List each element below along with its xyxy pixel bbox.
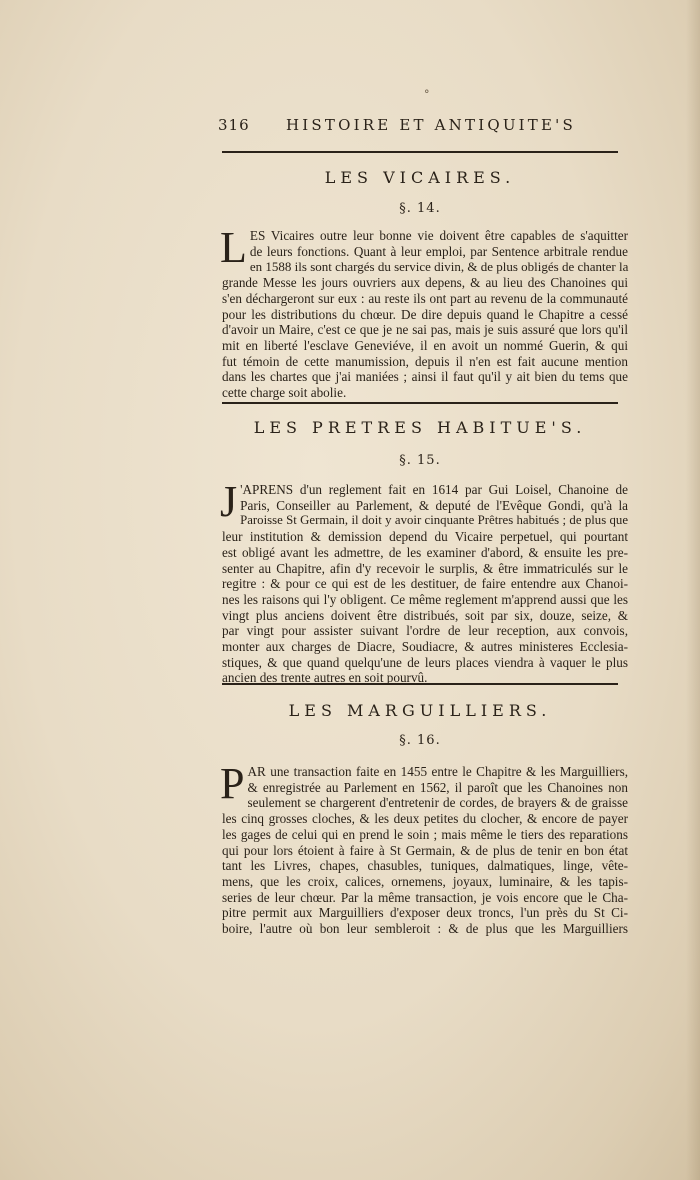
text-line: s'en déchargeront sur eux : au reste ils ont part au revenu de la communauté <box>222 290 628 306</box>
text-line: ES Vicaires outre leur bonne vie doivent être capables de s'aquitter <box>249 228 628 243</box>
section-body-marguilliers <box>220 759 628 937</box>
page-speck: ° <box>424 88 430 101</box>
text-line: mens, que les croix, calices, ornemens, joyaux, luminaire, & les tapis- <box>222 873 628 889</box>
text-line: stiques, & que quand quelqu'une de leurs places viendra à vaquer le plus <box>222 654 628 670</box>
text-line: mit en liberté l'esclave Geneviéve, il en avoit un nommé Guerin, & qui <box>222 337 628 353</box>
text-line: de leurs fonctions. Quant à leur emploi, par Sentence arbitrale rendue <box>249 243 628 259</box>
section-title-pretres-habitues: LES PRETRES HABITUE'S. <box>253 418 587 437</box>
text-line: dans les chartes que j'ai maniées ; ainsi il faut qu'il y ait bien du tems que <box>222 369 628 385</box>
text-line: boire, l'autre où bon leur sembleroit : & de plus que les Marguilliers <box>222 921 628 937</box>
text-line: en 1588 ils sont chargés du service divin, & de plus obligés de chanter la <box>249 259 629 275</box>
text-line: pitre permit aux Marguilliers d'exposer deux troncs, l'un près du St Ci- <box>222 905 628 921</box>
page-number: 316 <box>218 116 250 134</box>
text-line: leur institution & demission depend du Vicaire perpetuel, qui pourtant <box>222 529 628 545</box>
text-line: nes les raisons qui l'y obligent. Ce même reglement m'apprend aussi que les <box>222 591 628 607</box>
drop-cap: P <box>220 759 245 808</box>
text-line: par vingt pour assister suivant l'ordre de leur reception, aux convois, <box>222 623 628 639</box>
section-title-marguilliers: LES MARGUILLIERS. <box>288 701 552 720</box>
text-line: tant les Livres, chapes, chasubles, tuniques, dalmatiques, linge, vête- <box>222 858 628 874</box>
text-line: ancien des trente autres en soit pourvû. <box>222 670 428 686</box>
text-line: d'avoir un Maire, c'est ce que je ne sai pas, mais je suis assuré que lors qu'il <box>222 322 628 338</box>
text-line: grande Messe les jours ouvriers aux depens, & au lieu des Chanoines qui <box>222 275 628 291</box>
text-line: cette charge soit abolie. <box>222 385 347 401</box>
text-line: 'APRENS d'un reglement fait en 1614 par Gui Loisel, Chanoine de <box>240 482 628 497</box>
text-line: pour les distributions du chœur. De dire depuis quand le Chapitre a cessé <box>222 306 628 322</box>
text-line: les cinq grosses cloches, & les deux petites du clocher, & encore de payer <box>222 811 628 827</box>
text-line: series de leur chœur. Par la même transaction, je vois encore que le Cha- <box>222 889 628 905</box>
text-line: les gages de celui qui en prend le soin ; mais même le tiers des reparations <box>222 826 628 842</box>
text-line: & enregistrée au Parlement en 1562, il paroît que les Chanoines non <box>247 779 628 795</box>
section-body-vicaires <box>220 223 629 401</box>
text-line: est obligé avant les admettre, de les examiner d'abord, & ensuite les pre- <box>222 544 628 560</box>
section-body-pretres-habitues <box>220 477 628 686</box>
section-rule <box>222 402 618 404</box>
text-line: senter au Chapitre, afin d'y recevoir le surplis, & être immatriculés sur le <box>222 560 628 576</box>
text-line: AR une transaction faite en 1455 entre le Chapitre & les Marguilliers, <box>247 764 628 779</box>
section-rule <box>222 683 618 685</box>
paragraph-sign: §. 15. <box>399 453 441 468</box>
text-line: vingt plus anciens doivent être distribués, soit par six, douze, seize, & <box>222 607 628 623</box>
text-line: regitre : & pour ce qui est de les destituer, de faire entendre aux Chanoi- <box>222 576 628 592</box>
running-title: HISTOIRE ET ANTIQUITE'S <box>286 116 576 134</box>
page-header <box>218 116 618 138</box>
paragraph-sign: §. 14. <box>399 201 441 216</box>
section-title-vicaires: LES VICAIRES. <box>324 168 516 187</box>
text-line: qui pour lors étoient à faire à St Germain, & de plus de tenir en bon état <box>222 842 628 858</box>
text-line: fut témoin de cette manumission, depuis il n'en est fait aucune mention <box>222 353 628 369</box>
page-edge-shadow <box>686 0 700 1180</box>
text-line: monter aux charges de Diacre, Soudiacre, & autres ministeres Ecclesia- <box>222 639 628 655</box>
text-line: seulement se chargerent d'entretenir de cordes, de brayers & de graisse <box>247 795 628 811</box>
text-line: Paris, Conseiller au Parlement, & deputé de l'Evêque Gondi, qu'à la <box>240 497 628 513</box>
paragraph-sign: §. 16. <box>399 733 441 748</box>
section-rule <box>222 151 618 153</box>
drop-cap: L <box>220 223 247 272</box>
text-line: Paroisse St Germain, il doit y avoir cinquante Prêtres habitués ; de plus que <box>240 513 628 528</box>
drop-cap: J <box>220 477 238 526</box>
